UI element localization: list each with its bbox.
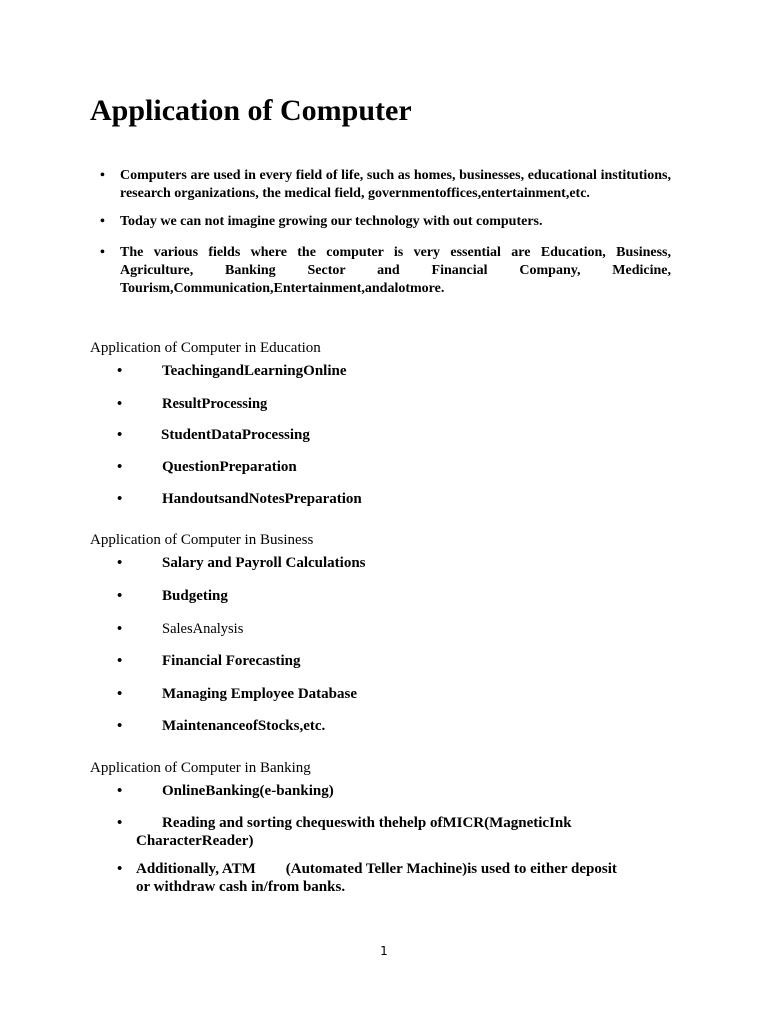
- page-title: Application of Computer: [90, 94, 412, 127]
- bullet-icon: •: [117, 653, 123, 669]
- intro-list: [100, 167, 671, 298]
- business-item-text: Managing Employee Database: [162, 686, 357, 702]
- page-number: 1: [380, 944, 388, 958]
- education-item-text: HandoutsandNotesPreparation: [162, 491, 362, 507]
- bullet-icon: •: [117, 783, 123, 799]
- business-item-text: Budgeting: [162, 588, 228, 604]
- intro-item: [100, 244, 671, 298]
- business-item-text: Salary and Payroll Calculations: [162, 555, 366, 571]
- intro-text: Today we can not imagine growing our technology with out computers.: [120, 214, 543, 229]
- bullet-icon: •: [117, 718, 123, 734]
- bullet-icon: •: [117, 815, 123, 831]
- intro-item: [100, 213, 671, 231]
- banking-atm-lead: Additionally, ATM: [136, 861, 256, 877]
- banking-item: [117, 814, 617, 850]
- banking-atm-rest: (Automated Teller Machine)is used to either deposit or withdraw cash in/from banks.: [136, 861, 617, 895]
- education-heading: Application of Computer in Education: [90, 340, 321, 356]
- bullet-icon: •: [117, 491, 123, 507]
- business-heading: Application of Computer in Business: [90, 532, 314, 548]
- intro-text: The various fields where the computer is very essential are Education, Business, Agriculture, Banking Sector and Financial Company, Medicine, Tourism,Communication,Entertainment,andalotmore.: [120, 245, 671, 296]
- banking-item-text: [117, 814, 617, 850]
- banking-micr-text: Reading and sorting chequeswith thehelp ofMICR(MagneticInk CharacterReader): [136, 815, 572, 849]
- bullet-icon: •: [117, 588, 123, 604]
- banking-item: [117, 860, 617, 896]
- education-item-text: StudentDataProcessing: [161, 427, 310, 443]
- bullet-icon: •: [117, 621, 123, 637]
- bullet-icon: •: [117, 861, 123, 877]
- education-item-text: TeachingandLearningOnline: [162, 363, 347, 379]
- bullet-icon: •: [117, 459, 123, 475]
- bullet-icon: •: [117, 686, 123, 702]
- bullet-icon: •: [117, 427, 123, 443]
- education-item-text: ResultProcessing: [162, 396, 268, 412]
- banking-heading: Application of Computer in Banking: [90, 760, 311, 776]
- business-item-text: Financial Forecasting: [162, 653, 301, 669]
- bullet-icon: •: [100, 168, 105, 183]
- bullet-icon: •: [100, 245, 105, 260]
- banking-item-text: OnlineBanking(e-banking): [162, 783, 334, 799]
- intro-text: Computers are used in every field of life, such as homes, businesses, educational institutions, research organizations, the medical field, governmentoffices,entertainment,etc.: [120, 168, 671, 201]
- bullet-icon: •: [117, 396, 123, 412]
- bullet-icon: •: [117, 363, 123, 379]
- bullet-icon: •: [100, 214, 105, 229]
- banking-item-text: [117, 860, 617, 896]
- business-item-text: SalesAnalysis: [162, 621, 244, 637]
- bullet-icon: •: [117, 555, 123, 571]
- intro-item: [100, 167, 671, 203]
- business-item-text: MaintenanceofStocks,etc.: [162, 718, 326, 734]
- education-item-text: QuestionPreparation: [162, 459, 297, 475]
